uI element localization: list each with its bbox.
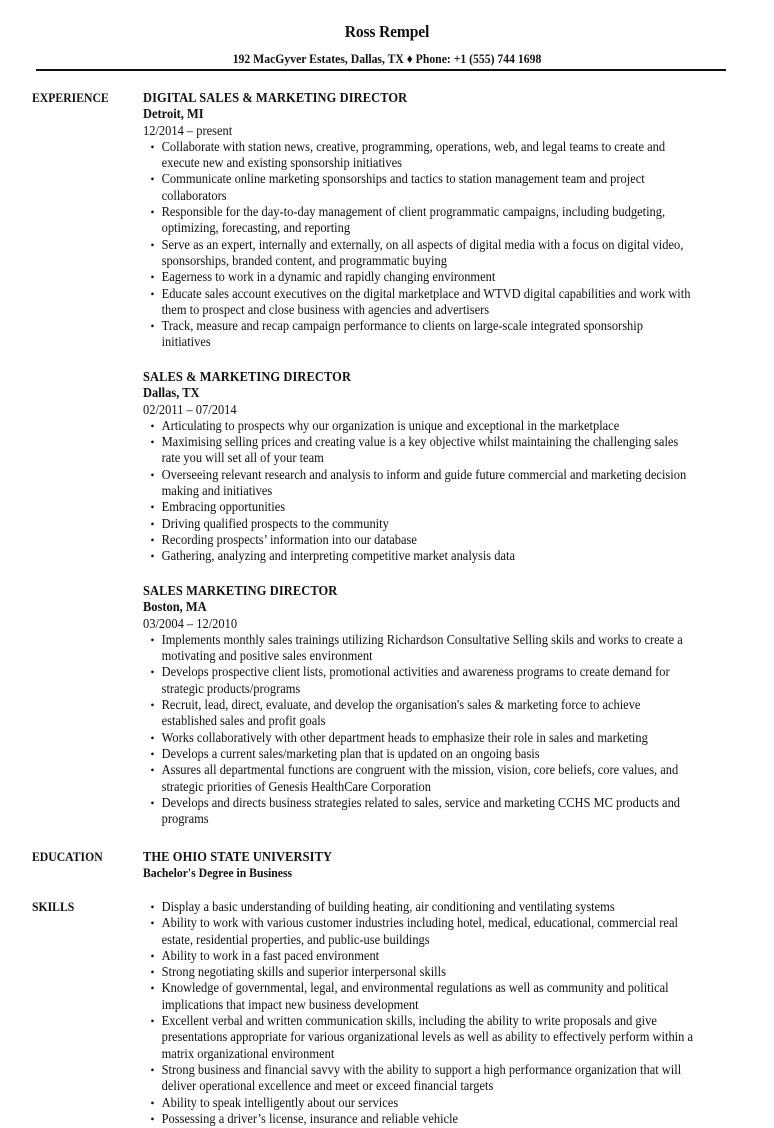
job-title: DIGITAL SALES & MARKETING DIRECTOR [143,90,408,105]
bullet-item: • Driving qualified prospects to the community [143,516,694,532]
bullet-item: • Articulating to prospects why our organization is unique and exceptional in the marketplace [143,418,694,434]
bullet-item: • Recruit, lead, direct, evaluate, and develop the organisation's sales & marketing force to achieve established sales and profit goals [143,697,694,730]
bullet-item: • Possessing a driver’s license, insurance and reliable vehicle [143,1111,694,1127]
job-location: Boston, MA [143,599,207,615]
bullet-item: • Develops prospective client lists, promotional activities and awareness programs to create demand for strategic products/programs [143,664,694,697]
bullet-item: • Ability to speak intelligently about our services [143,1095,694,1111]
section-heading-education: EDUCATION [32,849,103,864]
job-location: Detroit, MI [143,106,204,122]
bullet-item: • Implements monthly sales trainings utilizing Richardson Consultative Selling skils and works to create a motivating and positive sales environment [143,632,694,665]
bullet-item: • Embracing opportunities [143,499,694,515]
bullet-item: • Strong negotiating skills and superior interpersonal skills [143,964,694,980]
job-entry [143,369,758,565]
job-dates: 02/2011 – 07/2014 [143,401,237,417]
bullet-item: • Ability to work with various customer industries including hotel, medical, educational, commercial real estate, residential properties, and public-use buildings [143,915,694,948]
job-dates: 12/2014 – present [143,122,233,138]
bullet-item: • Collaborate with station news, creative, programming, operations, web, and legal teams to create and execute new and existing sponsorship initiatives [143,139,694,172]
job-bullets [143,418,715,565]
bullet-item: • Recording prospects’ information into our database [143,532,694,548]
bullet-item: • Assures all departmental functions are congruent with the mission, vision, core beliefs, core values, and strategic priorities of Genesis HealthCare Corporation [143,762,694,795]
bullet-item: • Strong business and financial savvy with the ability to support a high performance organization that will deliver operational excellence and meet or exceed financial targets [143,1062,694,1095]
contact-line: 192 MacGyver Estates, Dallas, TX ♦ Phone: +1 (555) 744 1698 [232,51,542,66]
bullet-item: • Develops and directs business strategies related to sales, service and marketing CCHS MC products and programs [143,795,694,828]
skills-bullets [143,899,715,1127]
bullet-item: • Track, measure and recap campaign performance to clients on large-scale integrated sponsorship initiatives [143,318,694,351]
degree: Bachelor's Degree in Business [143,866,293,881]
bullet-item: • Eagerness to work in a dynamic and rapidly changing environment [143,269,694,285]
job-dates: 03/2004 – 12/2010 [143,615,238,631]
bullet-item: • Gathering, analyzing and interpreting competitive market analysis data [143,548,694,564]
header-divider [36,69,726,71]
bullet-item: • Knowledge of governmental, legal, and environmental regulations as well as community and political implications that impact new business development [143,980,694,1013]
bullet-item: • Works collaboratively with other department heads to emphasize their role in sales and marketing [143,730,694,746]
bullet-item: • Develops a current sales/marketing plan that is updated on an ongoing basis [143,746,694,762]
job-location: Dallas, TX [143,385,200,401]
bullet-item: • Serve as an expert, internally and externally, on all aspects of digital media with a focus on digital video, sponsorships, branded content, and programmatic buying [143,237,694,270]
job-title: SALES & MARKETING DIRECTOR [143,369,352,384]
section-heading-skills: SKILLS [32,899,75,914]
candidate-name: Ross Rempel [344,22,430,41]
job-entry [143,583,758,828]
job-entry [143,90,758,351]
section-heading-experience: EXPERIENCE [32,90,109,105]
bullet-item: • Overseeing relevant research and analysis to inform and guide future commercial and marketing decision making and initiatives [143,467,694,500]
bullet-item: • Responsible for the day-to-day management of client programmatic campaigns, including budgeting, optimizing, forecasting, and reporting [143,204,694,237]
bullet-item: • Ability to work in a fast paced environment [143,948,694,964]
job-bullets [143,139,715,351]
school-name: THE OHIO STATE UNIVERSITY [143,849,333,864]
job-bullets [143,632,715,828]
bullet-item: • Display a basic understanding of building heating, air conditioning and ventilating systems [143,899,694,915]
bullet-item: • Maximising selling prices and creating value is a key objective whilst maintaining the challenging sales rate you will set all of your team [143,434,694,467]
bullet-item: • Excellent verbal and written communication skills, including the ability to write proposals and give presentations appropriate for various organizational levels as well as ability to effectively perform within a matrix organizational environment [143,1013,694,1062]
job-title: SALES MARKETING DIRECTOR [143,583,338,598]
bullet-item: • Educate sales account executives on the digital marketplace and WTVD digital capabilities and work with them to prospect and close business with agencies and advertisers [143,286,694,319]
bullet-item: • Communicate online marketing sponsorships and tactics to station management team and project collaborators [143,171,694,204]
